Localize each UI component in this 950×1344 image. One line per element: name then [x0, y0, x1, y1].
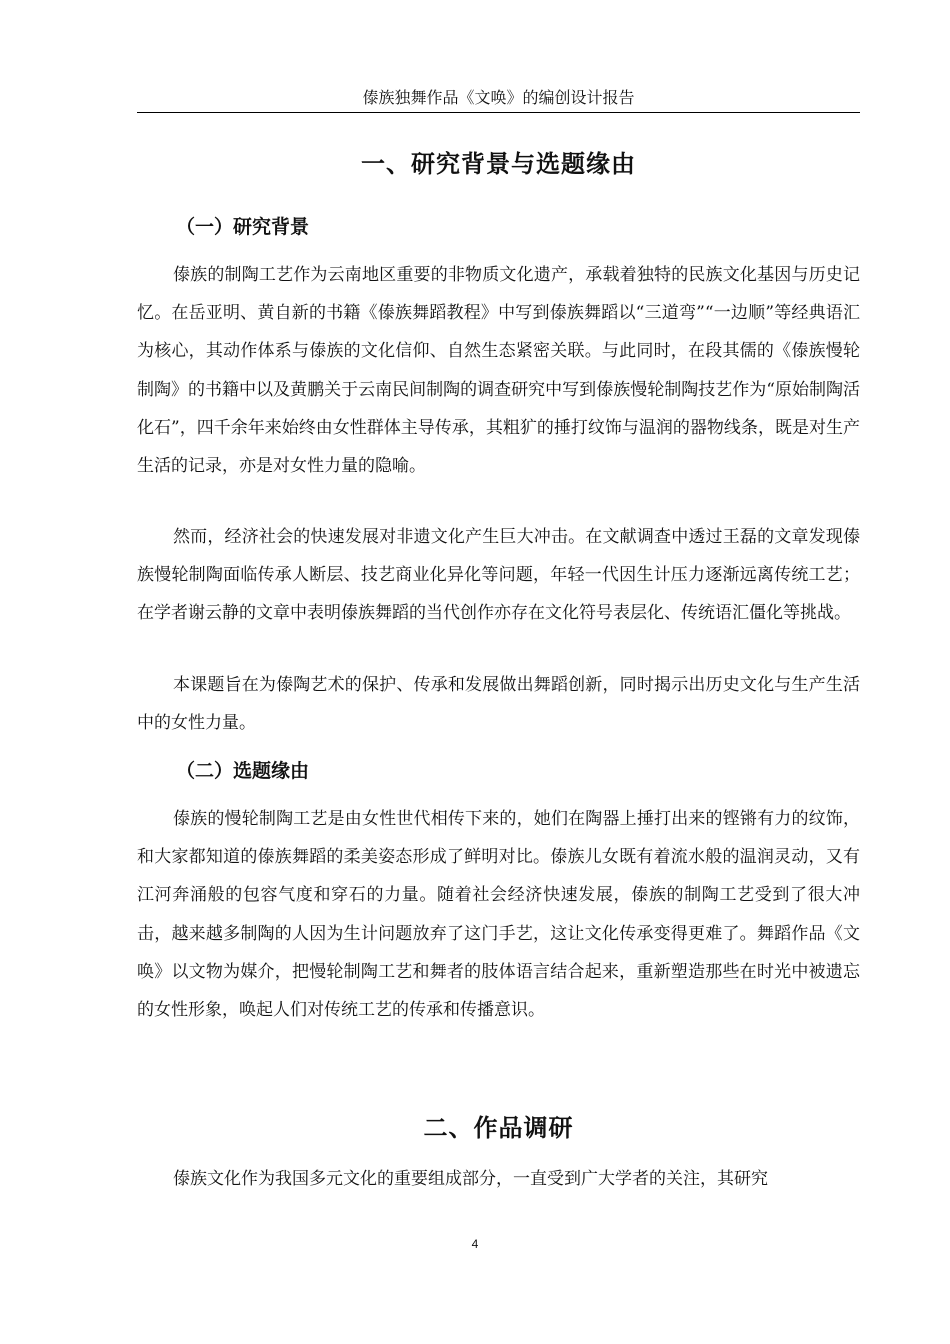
paragraph: 傣族的制陶工艺作为云南地区重要的非物质文化遗产，承载着独特的民族文化基因与历史记忆。在岳亚明、黄自新的书籍《傣族舞蹈教程》中写到傣族舞蹈以“三道弯”“一边顺”等经典语汇为核心，其动作体系与傣族的文化信仰、自然生态紧密关联。与此同时，在段其儒的《傣族慢轮制陶》的书籍中以及黄鹏关于云南民间制陶的调查研究中写到傣族慢轮制陶技艺作为“原始制陶活化石”，四千余年来始终由女性群体主导传承，其粗犷的捶打纹饰与温润的器物线条，既是对生产生活的记录，亦是对女性力量的隐喻。	[137, 265, 860, 477]
subsection-1-heading: （一）研究背景	[176, 216, 310, 238]
running-header: 傣族独舞作品《文唤》的编创设计报告	[137, 86, 860, 113]
section-1-heading: 一、研究背景与选题缘由	[361, 150, 636, 178]
paragraph: 傣族文化作为我国多元文化的重要组成部分，一直受到广大学者的关注，其研究	[173, 1169, 768, 1189]
paragraph: 本课题旨在为傣陶艺术的保护、传承和发展做出舞蹈创新，同时揭示出历史文化与生产生活中的女性力量。	[137, 675, 860, 734]
paragraph: 傣族的慢轮制陶工艺是由女性世代相传下来的，她们在陶器上捶打出来的铿锵有力的纹饰，和大家都知道的傣族舞蹈的柔美姿态形成了鲜明对比。傣族儿女既有着流水般的温润灵动，又有江河奔涌般的包容气度和穿石的力量。随着社会经济快速发展，傣族的制陶工艺受到了很大冲击，越来越多制陶的人因为生计问题放弃了这门手艺，这让文化传承变得更难了。舞蹈作品《文唤》以文物为媒介，把慢轮制陶工艺和舞者的肢体语言结合起来，重新塑造那些在时光中被遗忘的女性形象，唤起人们对传统工艺的传承和传播意识。	[137, 809, 860, 1021]
section-2-heading: 二、作品调研	[423, 1114, 574, 1142]
page-number: 4	[471, 1237, 479, 1251]
paragraph: 然而，经济社会的快速发展对非遗文化产生巨大冲击。在文献调查中透过王磊的文章发现傣族慢轮制陶面临传承人断层、技艺商业化异化等问题，年轻一代因生计压力逐渐远离传统工艺；在学者谢云静的文章中表明傣族舞蹈的当代创作亦存在文化符号表层化、传统语汇僵化等挑战。	[137, 527, 860, 624]
subsection-2-heading: （二）选题缘由	[176, 760, 310, 782]
